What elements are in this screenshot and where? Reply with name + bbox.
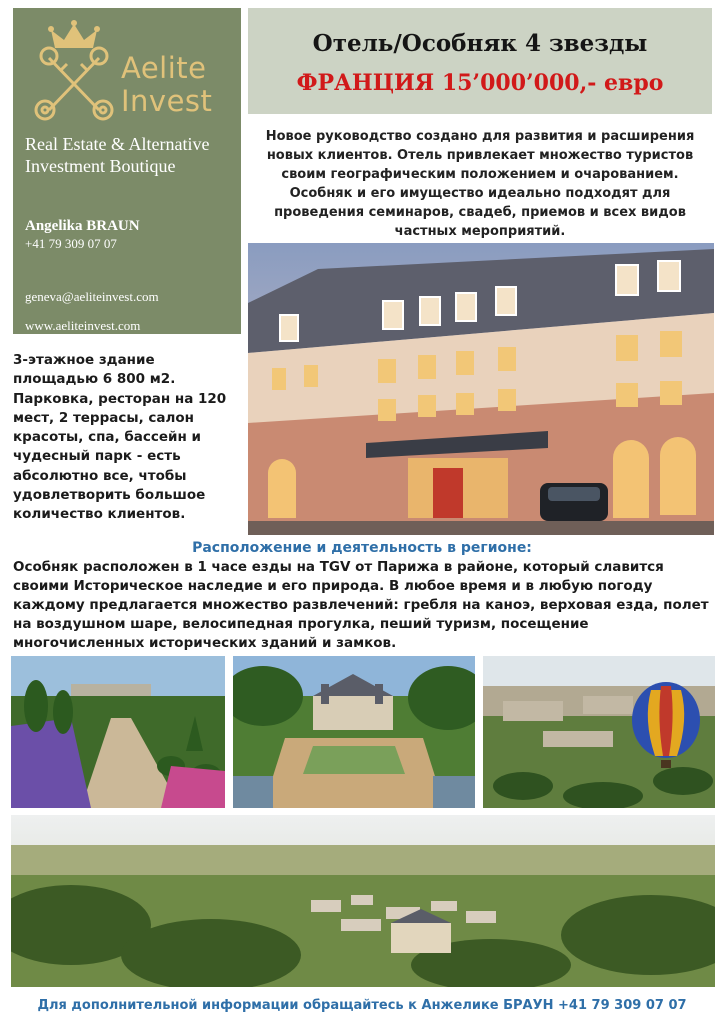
agent-phone: +41 79 309 07 07: [25, 236, 117, 251]
brand-line-2: Invest: [121, 84, 213, 118]
title-box: [248, 8, 712, 114]
panorama-photo: [11, 815, 715, 987]
chateau-illustration: [233, 656, 475, 808]
page-title: Отель/Особняк 4 звезды: [312, 30, 648, 57]
crown-keys-logo-icon: [31, 18, 117, 126]
features-text: 3-этажное здание площадью 6 800 м2. Парковка, ресторан на 120 мест, 2 террасы, салон красоты, спа, бассейн и чудесный парк - есть абсолютно все, чтобы удовлетворить большое количество клиентов.: [13, 352, 227, 523]
brand-line-1: Aelite: [121, 51, 207, 85]
brand-name: [121, 52, 212, 118]
hotel-illustration: [248, 243, 714, 535]
brand-tagline: Real Estate & Alternative Investment Boutique: [25, 134, 210, 176]
agent-email[interactable]: geneva@aeliteinvest.com: [25, 289, 159, 304]
garden-illustration: [11, 656, 225, 808]
chateau-photo: [233, 656, 475, 808]
footer-contact: Для дополнительной информации обращайтесь к Анжелике БРАУН +41 79 309 07 07: [37, 998, 687, 1013]
price-heading: ФРАНЦИЯ 15’000’000,- евро: [296, 70, 664, 96]
region-text: Особняк расположен в 1 часе езды на TGV от Парижа в районе, который славится своими Историческое наследие и его природа. В любое время и в любую погоду каждому предлагается множество развлечений: гребля на каноэ, верховая езда, полет на воздушном шаре, велосипедная прогулка, пеший туризм, посещение многочисленных исторических зданий и замков.: [13, 559, 709, 651]
agent-name: Angelika BRAUN: [25, 218, 140, 234]
hotel-photo: [248, 243, 714, 535]
intro-text: Новое руководство создано для развития и расширения новых клиентов. Отель привлекает множество туристов своим географическим положением и очарованием. Особняк и его имущество идеально подходят для проведения семинаров, свадеб, приемов и всех видов частных мероприятий.: [265, 129, 695, 239]
balloon-photo: [483, 656, 715, 808]
balloon-illustration: [483, 656, 715, 808]
region-heading: Расположение и деятельность в регионе:: [192, 540, 532, 556]
panorama-illustration: [11, 815, 715, 987]
brand-sidebar: [13, 8, 241, 334]
agent-website[interactable]: www.aeliteinvest.com: [25, 318, 141, 333]
garden-photo: [11, 656, 225, 808]
